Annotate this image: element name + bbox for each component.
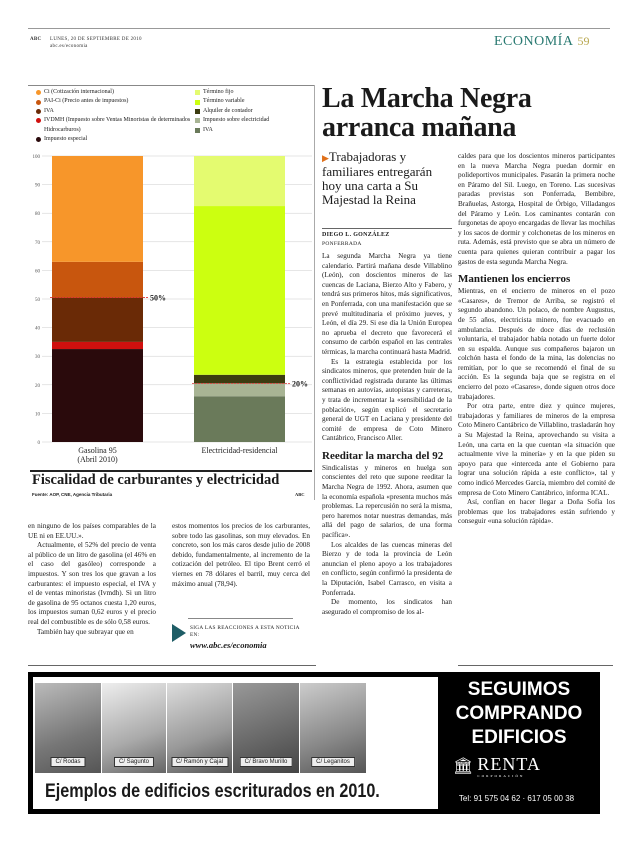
rule	[28, 665, 316, 666]
y-tick-label: 40	[35, 326, 40, 332]
subtitle	[322, 150, 452, 207]
paragraph: Los alcaldes de las cuencas mineras del Bierzo y de toda la provincia de León anuncian el pleno apoyo a los trabajadores en conflicto, según confirmó la presidenta de la Diputación, Isabel Carrasco, en visita a Ponferrada.	[322, 540, 452, 597]
legend-label: PAI-Ci (Precio antes de impuestos)	[44, 98, 129, 105]
paragraph: Por otra parte, entre diez y quince mujeres, trabajadoras y familiares de mineros de la empresa Coto Minero Cantábrico de Villablino, trasladarán hoy a Su Majestad la Reina, aprovechando su visita a León, una carta en la que cuentan «la situación que actualmente vive la minería» y en la que piden su apoyo para que «interceda ante el Gobierno para lograr una solución rápida a este conflicto», tal y como indicó Mercedes García, miembro del comité de empresa de Coto Minero Cantábrico, informa ICAL.	[458, 402, 615, 497]
y-tick-label: 100	[32, 155, 40, 160]
article-column-1	[322, 252, 452, 617]
bar-segment	[194, 375, 285, 384]
legend-label: Alquiler de contador	[203, 107, 253, 114]
legend-swatch	[195, 118, 200, 123]
bar-segment	[52, 298, 143, 342]
left-article-column-2	[172, 522, 310, 589]
legend-label: Impuesto especial	[44, 136, 88, 143]
bar-segment	[52, 262, 143, 298]
paragraph: Sindicalistas y mineros en huelga son conscientes del reto que supone reeditar la Marcha Negra de 1992. Ahora, asumen que la economía española «presenta muchos más problemas. La repercusión no será la misma, pero haremos notar nuestras demandas, más allá del pago de salarios, de una forma pacífica».	[322, 463, 452, 540]
y-tick-label: 20	[35, 383, 40, 389]
photo-caption: C/ Rodas	[50, 757, 85, 767]
legend-swatch	[36, 109, 41, 114]
left-article-column-1	[28, 522, 156, 637]
paragraph: caldes para que los doscientos mineros participantes en la nueva Marcha Negra puedan dormir en polideportivos municipales. Pasarán la primera noche en Páramo del Sil. Luego, en Toreno. Las sucesivas paradas previstas son Ponferrada, Bembibre, Brañuelas, Astorga, Hospital de Órbigo, Villadangos del Páramo y León. Los caminantes contarán con furgonetas de apoyo encargadas de llevar las mochilas y los sacos de dormir y colchonetas de los mineros en ruta. Además, está previsto que se abra un número de cuenta para quienes quieran contribuir a pagar los gastos de esta segunda Marcha Negra.	[458, 152, 615, 266]
ad-slogan	[438, 678, 600, 750]
y-tick-label: 10	[35, 412, 40, 418]
legend-item	[195, 107, 310, 116]
paragraph: estos momentos los precios de los carburantes, sobre todo las gasolinas, son muy elevados. En concreto, son los más caros desde julio de 2008 debido, fundamentalmente, al incremento de la cotización del petróleo. El tipo Brent cerró el viernes en 78 dólares el barril, muy cerca del máximo anual (78,94).	[172, 522, 310, 588]
promo-url-link[interactable]: www.abc.es/economia	[190, 640, 267, 650]
paragraph: De momento, los sindicatos han asegurado el compromiso de los al-	[322, 598, 452, 616]
paragraph: También hay que subrayar que en	[37, 627, 134, 636]
author: DIEGO L. GONZÁLEZ	[322, 232, 390, 238]
marker-label: 50%	[150, 293, 166, 303]
advertisement[interactable]	[28, 672, 600, 814]
bar-segment	[194, 396, 285, 442]
bullet-arrow-icon: ▶	[322, 153, 329, 163]
legend-swatch	[36, 137, 41, 142]
legend-item	[36, 116, 191, 135]
paragraph: Así, confían en hacer llegar a Doña Sofía los problemas que los trabajadores están sufriendo y conseguir «una solución rápida».	[458, 498, 615, 526]
legend-item	[195, 88, 310, 97]
chart-rule	[28, 85, 314, 86]
paragraph: Mientras, en el encierro de mineros en el pozo «Casares», de Tremor de Arriba, se registró el segundo abandono. Un polaco, de nombre Augustus, de 55 años, electricista minero, fue evacuado en ambulancia. Después de doce días de reclusión voluntaria, el trabajador había notado un fuerte dolor en su espalda. Aunque sus compañeros bajaron un colchón hasta el fondo de la mina, las dolencias no remitían, por lo que se recomendó el final de su acción. Es la segunda baja que se registra en el encierro del pozo «Casares», donde siguen otros doce trabajadores.	[458, 287, 615, 401]
page-number: 59	[577, 34, 590, 48]
legend-label: Término variable	[203, 98, 245, 105]
legend-label: Impuesto sobre electricidad	[203, 117, 270, 124]
bar-segment	[194, 383, 285, 396]
subheading: Mantienen los encierros	[458, 273, 571, 286]
legend-label: Ci (Cotización internacional)	[44, 89, 114, 95]
y-tick-label: 50	[35, 298, 40, 303]
bar-segment	[52, 156, 143, 262]
issue-date: LUNES, 20 DE SEPTIEMBRE DE 2010	[50, 37, 142, 42]
chart-credit: ABC	[295, 492, 305, 497]
legend-fuel	[36, 88, 191, 144]
brand-sub: CORPORACIÓN	[477, 774, 525, 778]
slogan-line: EDIFICIOS	[471, 727, 567, 748]
legend-label: Término fijo	[203, 89, 234, 95]
y-tick-label: 60	[35, 269, 40, 275]
slogan-line: SEGUIMOS	[467, 679, 571, 700]
top-rule	[28, 28, 610, 29]
photo-caption: C/ Ramón y Cajal	[171, 757, 228, 767]
legend-swatch	[36, 100, 41, 105]
section-name: ECONOMÍA	[494, 34, 574, 49]
bar-segment	[194, 156, 285, 206]
bar-segment	[52, 349, 143, 442]
ad-photo-panel	[33, 677, 438, 809]
legend-label: IVA	[203, 126, 213, 133]
headline	[322, 84, 532, 142]
bar-segment	[52, 342, 143, 349]
dateline: PONFERRADA	[322, 241, 362, 247]
paragraph: La segunda Marcha Negra ya tiene calendario. Partirá mañana desde Villablino (León), con doscientos mineros de las cuencas de Laciana, Bierzo Alto y Fabero, y tendrá sus primeros hitos, más significativos, en Ponferrada, con una manifestación que se prevé multitudinaria el próximo jueves, y León, el día 29. Si ese día la Unión Europea no aprueba el decreto que favorecerá el consumo de carbón español en las centrales térmicas, la marcha continuará hasta Madrid.	[322, 252, 452, 356]
headline-line-1: La Marcha Negra	[322, 83, 532, 114]
legend-item	[36, 135, 191, 144]
paper-name: ABC	[30, 37, 42, 42]
legend-label: IVDMH (Impuesto sobre Ventas Minoristas de determinados Hidrocarburos)	[44, 117, 191, 133]
article-column-2	[458, 152, 615, 527]
legend-swatch	[195, 100, 200, 105]
legend-item	[36, 88, 191, 97]
legend-item	[36, 97, 191, 106]
legend-item	[195, 126, 310, 135]
ad-tagline: Ejemplos de edificios escriturados en 2010.	[45, 781, 380, 802]
legend-item	[195, 116, 310, 125]
headline-line-2: arranca mañana	[322, 112, 517, 143]
bar-segment	[194, 206, 285, 375]
subtitle-text: Trabajadoras y familiares entregarán hoy una carta a Su Majestad la Reina	[322, 149, 433, 207]
web-promo[interactable]	[172, 618, 310, 650]
paragraph: Es la estrategia establecida por los sindicatos mineros, que pretenden huir de la conflictividad registrada durante las últimas semanas en autovías, autopistas y carreteras, y trata de incrementar la «sensibilidad de la población», según explicó el secretario general de UGT en Laciana y presidente del comité de empresa de Coto Minero Cantábrico, Francisco Aller.	[322, 357, 452, 443]
legend-item	[36, 107, 191, 116]
section-url: abc.es/economia	[50, 44, 88, 49]
renta-logo	[453, 754, 541, 778]
legend-electricity	[195, 88, 310, 135]
legend-swatch	[195, 109, 200, 114]
legend-swatch	[195, 90, 200, 95]
legend-swatch	[36, 90, 41, 95]
legend-swatch	[36, 118, 41, 123]
chart-source: Fuente: AOP, CNE, Agencia Tributaria	[32, 492, 113, 497]
photo-caption: C/ Leganitos	[311, 757, 355, 767]
byline-rule	[322, 228, 452, 229]
legend-item	[195, 97, 310, 106]
column-divider	[314, 85, 315, 500]
paragraph: en ninguno de los países comparables de la UE ni en EE.UU.».	[28, 522, 156, 540]
y-tick-label: 70	[35, 240, 40, 246]
x-category-label: Electricidad-residencial	[201, 446, 278, 455]
photo-caption: C/ Sagunto	[114, 757, 154, 767]
stacked-bar-chart	[20, 150, 312, 470]
x-category-label: Gasolina 95	[78, 446, 117, 455]
y-tick-label: 80	[35, 212, 40, 218]
marker-label: 20%	[292, 379, 308, 389]
promo-arrow-icon	[172, 624, 186, 642]
photo-caption: C/ Bravo Murillo	[240, 757, 293, 767]
paragraph: Actualmente, el 52% del precio de venta al público de un litro de gasolina (el 46% en el caso del gasóleo) corresponde a impuestos. Y son tres los que gravan a los carburantes: el impuesto especial, el IVA y el de ventas minoristas (Ivmdh). Si un litro de gasolina de 95 octanos cuesta 1,20 euros, los impuestos suman 0,62 euros y el precio real del combustible es de sólo 0,58 euros.	[28, 541, 156, 626]
y-tick-label: 30	[35, 355, 40, 361]
y-tick-label: 90	[35, 183, 40, 189]
rule	[458, 665, 613, 666]
ad-phone: Tel: 91 575 04 62 · 617 05 00 38	[458, 794, 575, 803]
legend-swatch	[195, 128, 200, 133]
chart-title: Fiscalidad de carburantes y electricidad	[32, 472, 280, 488]
x-category-label: (Abril 2010)	[77, 455, 118, 464]
y-tick-label: 0	[37, 441, 40, 446]
promo-text: SIGA LAS REACCIONES A ESTA NOTICIA EN:	[190, 625, 300, 638]
column-logo-icon: 🏛	[453, 758, 474, 775]
legend-label: IVA	[44, 107, 54, 114]
section-header	[494, 34, 589, 50]
brand-name: RENTA	[477, 754, 541, 774]
slogan-line: COMPRANDO	[455, 703, 583, 724]
subheading: Reeditar la marcha del 92	[322, 449, 444, 462]
